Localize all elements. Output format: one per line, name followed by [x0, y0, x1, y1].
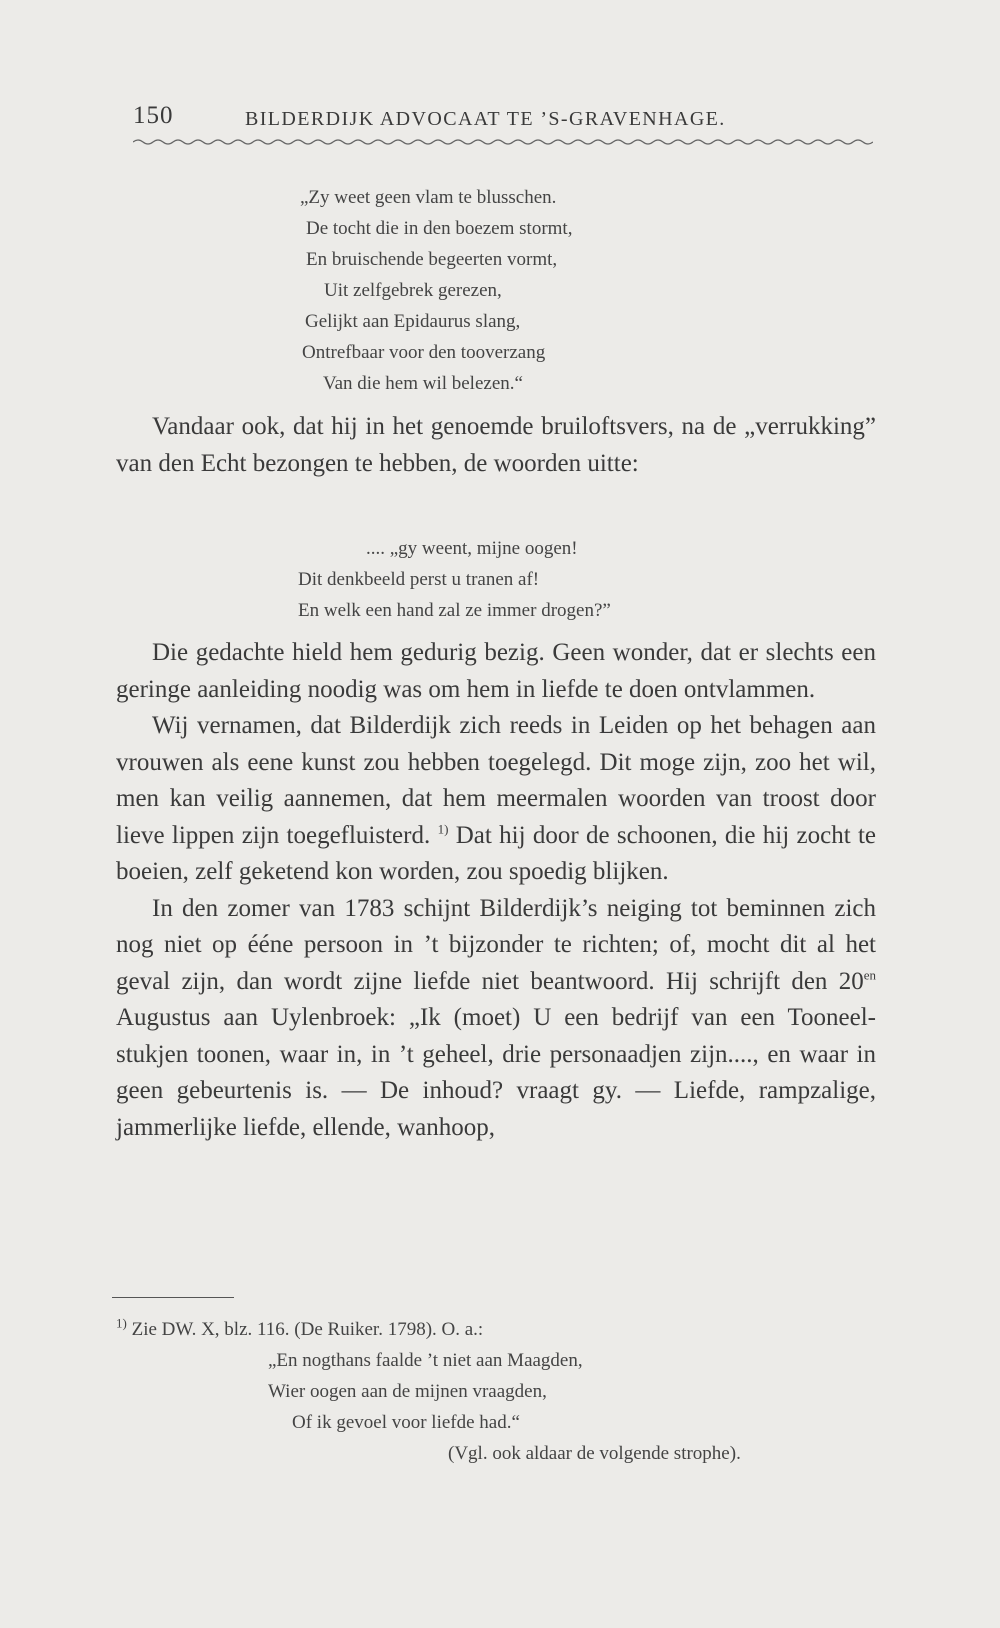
verse-line: Dit denkbeeld perst u tranen af!	[298, 569, 540, 590]
running-title: BILDERDIJK ADVOCAAT TE ’S-GRAVENHAGE.	[245, 108, 726, 130]
verse-line: Van die hem wil belezen.“	[323, 373, 523, 394]
verse-line: Uit zelfgebrek gerezen,	[324, 280, 502, 301]
paragraph-text: Augustus aan Uylenbroek: „Ik (moet) U een bedrijf van een Tooneel-stukjen toonen, waar in, in ’t geheel, drie personaadjen zijn...., en waar in geen gebeurtenis is. — De inhoud? vraagt gy. — Liefde, rampzalige, jammerlijke liefde, ellende, wanhoop,	[116, 1004, 876, 1141]
paragraph-3	[116, 708, 876, 891]
wavy-header-rule	[133, 136, 873, 148]
verse-quote-2	[298, 533, 611, 626]
footnote-verse-line: Of ik gevoel voor liefde had.“	[292, 1412, 520, 1433]
paragraph-text: Wij vernamen, dat Bilderdijk zich reeds in Leiden op het behagen aan vrouwen als eene kunst zou hebben toegelegd. Dit moge zijn, zoo het wil, men kan veilig aannemen, dat hem meermalen woorden van troost door lieve lippen zijn toegefluisterd.	[116, 712, 876, 849]
footnote-divider	[112, 1297, 234, 1298]
verse-line: De tocht die in den boezem stormt,	[306, 218, 573, 239]
verse-quote-1	[300, 182, 572, 399]
footnote-source: Zie DW. X, blz. 116. (De Ruiker. 1798). O. a.:	[131, 1319, 484, 1340]
page-number: 150	[133, 102, 174, 129]
verse-line: En bruischende begeerten vormt,	[306, 249, 558, 270]
footnote	[116, 1314, 741, 1469]
footnote-closing: (Vgl. ook aldaar de volgende strophe).	[448, 1443, 741, 1464]
verse-line: Gelijkt aan Epidaurus slang,	[305, 311, 521, 332]
paragraph-1	[116, 409, 876, 482]
paragraph-4	[116, 891, 876, 1147]
footnote-reference-line	[116, 1314, 741, 1345]
running-head	[133, 102, 873, 142]
paragraph-text: Vandaar ook, dat hij in het genoemde bruiloftsvers, na de „verrukking” van den Echt bezongen te hebben, de woorden uitte:	[116, 413, 876, 477]
verse-line: Ontrefbaar voor den tooverzang	[302, 342, 546, 363]
verse-line: En welk een hand zal ze immer drogen?”	[298, 600, 611, 621]
verse-line: „Zy weet geen vlam te blusschen.	[300, 187, 557, 208]
footnote-reference: 1)	[437, 821, 449, 837]
paragraphs-main	[116, 635, 876, 1146]
paragraph-text: Dat hij door de schoonen, die hij zocht te boeien, zelf geketend kon worden, zou spoedig blijken.	[116, 821, 877, 885]
footnote-marker: 1)	[116, 1315, 127, 1331]
verse-line: .... „gy weent, mijne oogen!	[366, 538, 578, 559]
footnote-verse-line: „En nogthans faalde ’t niet aan Maagden,	[268, 1350, 583, 1371]
paragraph-text: In den zomer van 1783 schijnt Bilderdijk’s neiging tot beminnen zich nog niet op ééne persoon in ’t bijzonder te richten; of, mocht dit al het geval zijn, dan wordt zijne liefde niet beantwoord. Hij schrijft den 20	[116, 894, 876, 995]
footnote-verse-line: Wier oogen aan de mijnen vraagden,	[268, 1381, 547, 1402]
paragraph-2: Die gedachte hield hem gedurig bezig. Geen wonder, dat er slechts een geringe aanleiding noodig was om hem in liefde te doen ontvlammen.	[116, 639, 876, 703]
ordinal-superscript: en	[863, 967, 876, 983]
